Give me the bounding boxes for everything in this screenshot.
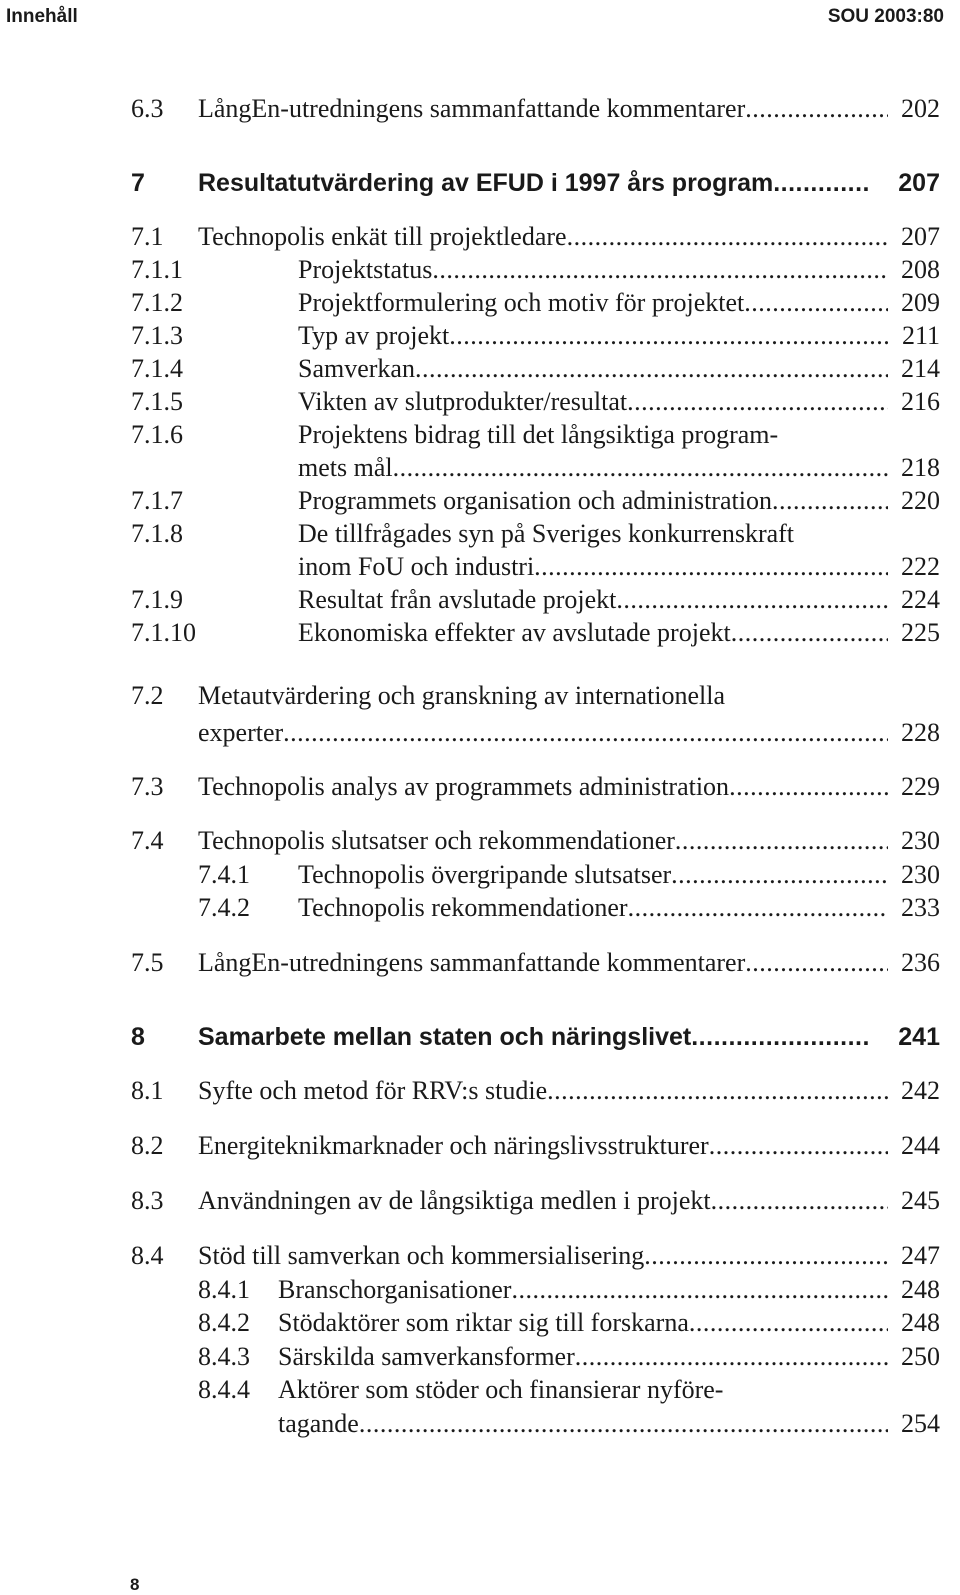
toc-title: Användningen av de långsiktiga medlen i projekt ..... <box>198 1184 888 1218</box>
toc-page: 242 <box>901 1076 940 1105</box>
toc-title: Technopolis rekommendationer ..... <box>298 891 888 925</box>
dot-leader <box>627 385 888 419</box>
toc-title-line1: De tillfrågades syn på Sveriges konkurrenskraft <box>298 519 795 548</box>
dot-leader <box>449 319 888 353</box>
page-number: 8 <box>130 1575 140 1594</box>
toc-title: Resultatutvärdering av EFUD i 1997 års program ..... <box>198 166 870 200</box>
dot-leader <box>415 352 888 386</box>
toc-title: Energiteknikmarknader och näringslivsstrukturer ..... <box>198 1129 888 1163</box>
toc-number: 8.3 <box>131 1186 164 1215</box>
toc-title: Stöd till samverkan och kommersialisering ..... <box>198 1239 888 1273</box>
toc-title: Technopolis enkät till projektledare ..... <box>198 220 888 254</box>
dot-leader <box>393 451 888 485</box>
toc-page: 248 <box>901 1275 940 1304</box>
toc-title: Syfte och metod för RRV:s studie ..... <box>198 1074 888 1108</box>
toc-page: 225 <box>901 618 940 647</box>
toc-title-line1: Projektens bidrag till det långsiktiga program- <box>298 420 779 449</box>
dot-leader <box>511 1273 888 1307</box>
toc-page: 250 <box>901 1342 940 1371</box>
toc-title: inom FoU och industri ..... <box>298 550 888 584</box>
toc-title-line1: Aktörer som stöder och finansierar nyföre- <box>278 1375 724 1404</box>
toc-page: 230 <box>901 860 940 889</box>
dot-leader <box>534 550 888 584</box>
dot-leader <box>675 824 888 858</box>
toc-page: 214 <box>901 354 940 383</box>
toc-title: Samarbete mellan staten och näringslivet ..... <box>198 1020 870 1054</box>
dot-leader <box>709 1129 888 1163</box>
toc-page: 245 <box>901 1186 940 1215</box>
dot-leader <box>547 1074 888 1108</box>
running-header-left: Innehåll <box>6 6 78 27</box>
toc-page: 233 <box>901 893 940 922</box>
toc-page: 241 <box>898 1023 940 1051</box>
toc-page: 248 <box>901 1308 940 1337</box>
toc-title: Vikten av slutprodukter/resultat ..... <box>298 385 888 419</box>
toc-title: Programmets organisation och administration ..... <box>298 484 888 518</box>
toc-number: 7.1 <box>131 222 164 251</box>
dot-leader <box>432 253 888 287</box>
toc-number: 8.4 <box>131 1241 164 1270</box>
toc-number: 8.4.3 <box>198 1342 250 1371</box>
toc-page: 207 <box>898 169 940 197</box>
toc-number: 7.1.9 <box>131 585 183 614</box>
toc-number: 7.1.10 <box>131 618 196 647</box>
toc-title: Ekonomiska effekter av avslutade projekt ..... <box>298 616 888 650</box>
toc-number: 8.1 <box>131 1076 164 1105</box>
toc-number: 7.4.1 <box>198 860 250 889</box>
toc-title: Särskilda samverkansformer ..... <box>278 1340 888 1374</box>
toc-number: 7.4 <box>131 826 164 855</box>
dot-leader <box>359 1407 888 1441</box>
dot-leader <box>773 166 870 200</box>
toc-page: 228 <box>901 718 940 747</box>
toc-title: tagande ..... <box>278 1407 888 1441</box>
running-header-right: SOU 2003:80 <box>827 6 944 27</box>
dot-leader <box>711 1184 888 1218</box>
toc-title: Typ av projekt ..... <box>298 319 888 353</box>
toc-page: 218 <box>901 453 940 482</box>
dot-leader <box>731 616 888 650</box>
toc-number: 6.3 <box>131 94 164 123</box>
toc-title: Stödaktörer som riktar sig till forskarna ..... <box>278 1306 888 1340</box>
toc-title: Projektformulering och motiv för projektet ..... <box>298 286 888 320</box>
dot-leader <box>567 220 888 254</box>
toc-page: 209 <box>901 288 940 317</box>
dot-leader <box>644 1239 888 1273</box>
toc-title: Technopolis analys av programmets administration ..... <box>198 770 888 804</box>
toc-number: 8.4.2 <box>198 1308 250 1337</box>
toc-number: 8.4.4 <box>198 1375 250 1404</box>
dot-leader <box>283 716 888 750</box>
toc-number: 7 <box>131 169 145 197</box>
dot-leader <box>745 946 888 980</box>
toc-number: 7.1.2 <box>131 288 183 317</box>
toc-title: LångEn-utredningens sammanfattande kommentarer ..... <box>198 946 888 980</box>
toc-number: 7.1.1 <box>131 255 183 284</box>
toc-number: 7.5 <box>131 948 164 977</box>
toc-page: 222 <box>901 552 940 581</box>
toc-page: 247 <box>901 1241 940 1270</box>
toc-title: LångEn-utredningens sammanfattande kommentarer ..... <box>198 92 888 126</box>
toc-number: 8.2 <box>131 1131 164 1160</box>
toc-title: Technopolis övergripande slutsatser ..... <box>298 858 888 892</box>
toc-page: 244 <box>901 1131 940 1160</box>
toc-number: 7.1.7 <box>131 486 183 515</box>
toc-number: 8.4.1 <box>198 1275 250 1304</box>
toc-page: 229 <box>901 772 940 801</box>
dot-leader <box>575 1340 888 1374</box>
toc-page: 208 <box>901 255 940 284</box>
toc-page: 211 <box>901 321 940 350</box>
toc-title: Branschorganisationer ..... <box>278 1273 888 1307</box>
toc-title-line1: Metautvärdering och granskning av internationella <box>198 681 726 710</box>
dot-leader <box>772 484 888 518</box>
dot-leader <box>745 92 888 126</box>
dot-leader <box>616 583 888 617</box>
toc-page: 224 <box>901 585 940 614</box>
toc-number: 7.1.8 <box>131 519 183 548</box>
toc-page: 254 <box>901 1409 940 1438</box>
toc-page: 202 <box>901 94 940 123</box>
toc-page: 236 <box>901 948 940 977</box>
toc-title: Technopolis slutsatser och rekommendationer ..... <box>198 824 888 858</box>
toc-number: 7.3 <box>131 772 164 801</box>
toc-number: 8 <box>131 1023 145 1051</box>
toc-number: 7.1.6 <box>131 420 183 449</box>
dot-leader <box>729 770 888 804</box>
toc-title: Samverkan ..... <box>298 352 888 386</box>
toc-number: 7.1.4 <box>131 354 183 383</box>
toc-number: 7.1.5 <box>131 387 183 416</box>
toc-page: 220 <box>901 486 940 515</box>
toc-page: 216 <box>901 387 940 416</box>
dot-leader <box>744 286 888 320</box>
toc-page: 230 <box>901 826 940 855</box>
toc-title: Resultat från avslutade projekt ..... <box>298 583 888 617</box>
toc-title: mets mål ..... <box>298 451 888 485</box>
toc-number: 7.2 <box>131 681 164 710</box>
dot-leader <box>689 1306 888 1340</box>
dot-leader <box>671 858 888 892</box>
toc-number: 7.1.3 <box>131 321 183 350</box>
toc-page: 207 <box>901 222 940 251</box>
toc-number: 7.4.2 <box>198 893 250 922</box>
dot-leader <box>628 891 888 925</box>
dot-leader <box>691 1020 870 1054</box>
toc-title: experter ..... <box>198 716 888 750</box>
toc-title: Projektstatus ..... <box>298 253 888 287</box>
